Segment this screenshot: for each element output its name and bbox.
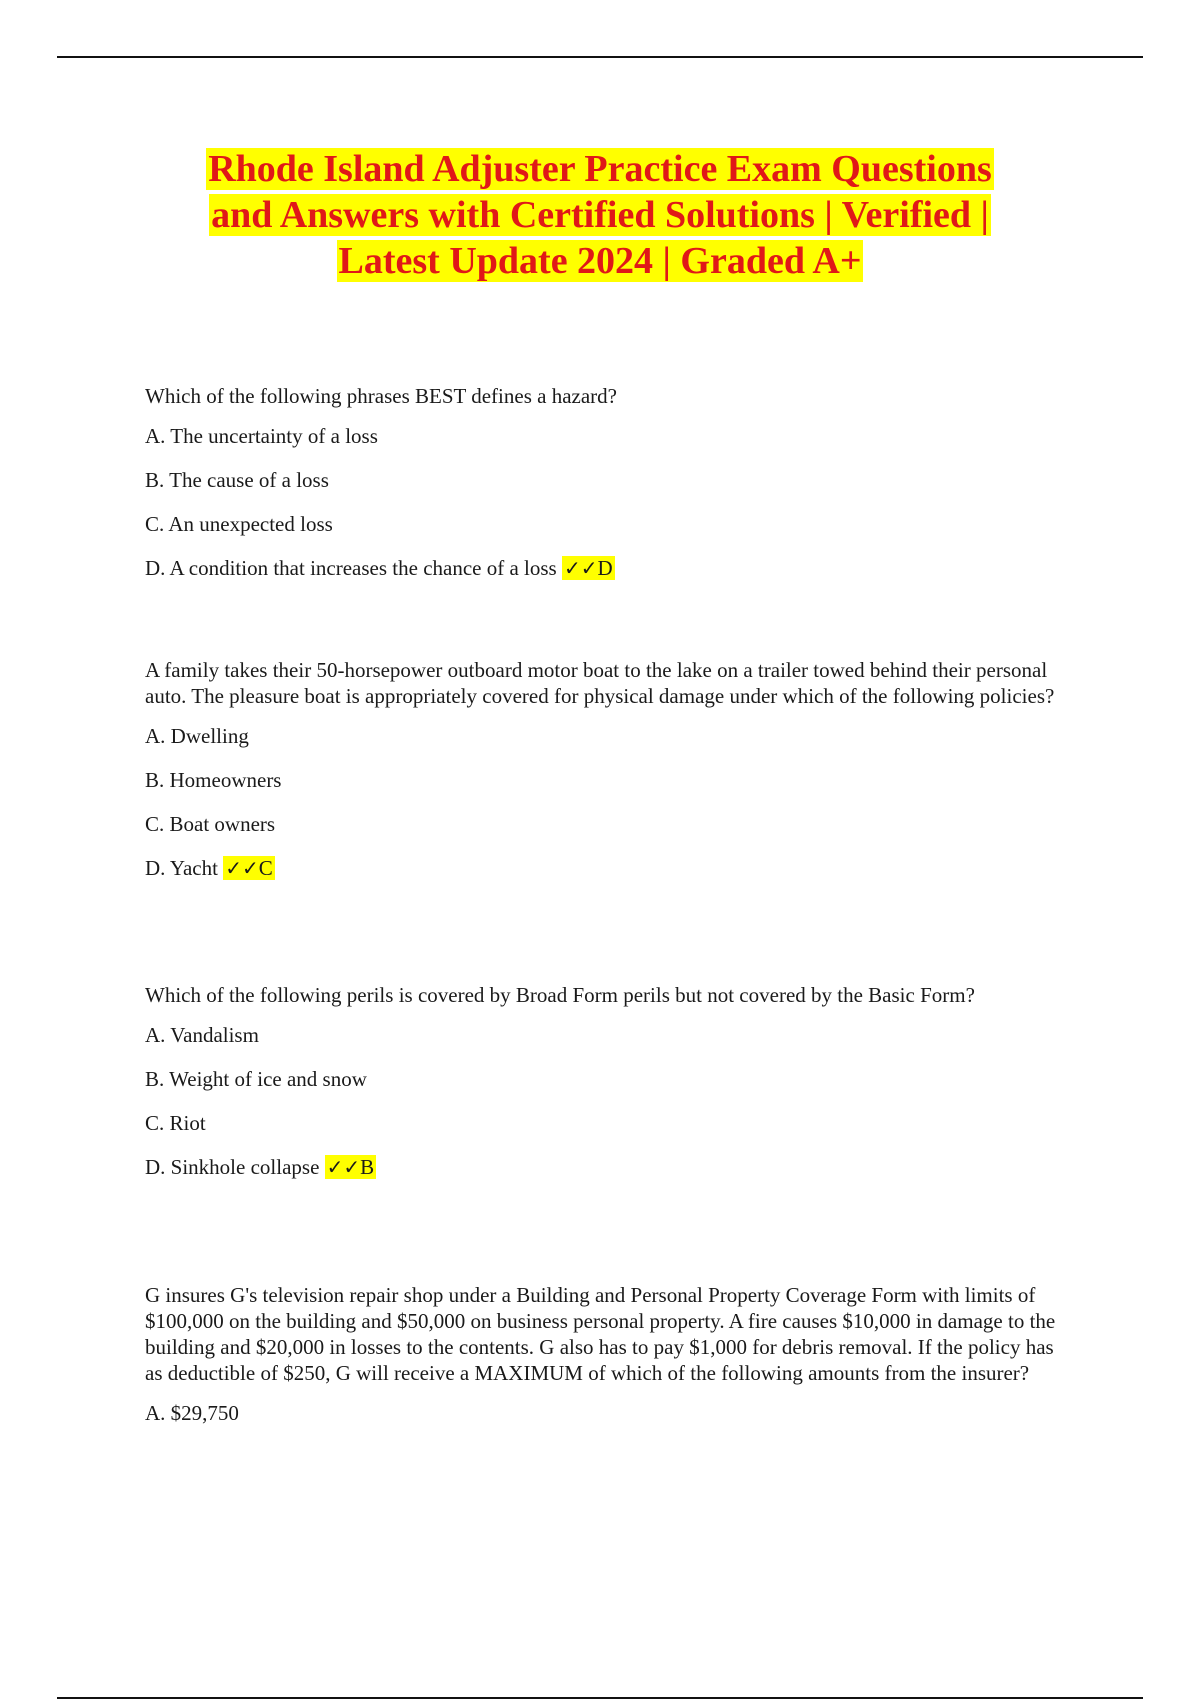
option-text: D. Sinkhole collapse	[145, 1155, 320, 1179]
title-line-1: Rhode Island Adjuster Practice Exam Questions	[208, 148, 992, 190]
option-c: C. Riot	[145, 1111, 206, 1135]
option-b: B. Weight of ice and snow	[145, 1067, 367, 1091]
top-rule	[57, 56, 1143, 58]
title-line-2: and Answers with Certified Solutions | Verified |	[211, 194, 989, 236]
option-a: A. Vandalism	[145, 1023, 259, 1047]
bottom-rule	[57, 1697, 1143, 1699]
title-line-3: Latest Update 2024 | Graded A+	[338, 240, 862, 282]
option-d	[145, 855, 1065, 899]
option-text: D. A condition that increases the chance of a loss	[145, 556, 557, 580]
double-check-icon: ✓✓	[326, 1155, 361, 1179]
answer-letter: C	[258, 856, 273, 880]
double-check-icon: ✓✓	[225, 856, 259, 880]
question-stem: A family takes their 50-horsepower outboard motor boat to the lake on a trailer towed behind their personal auto. The pleasure boat is appropriately covered for physical damage under which of the following policies?	[145, 658, 1055, 708]
answer-highlight	[325, 1155, 377, 1179]
answer-letter: B	[360, 1155, 375, 1179]
question-4	[145, 1282, 1065, 1444]
title-text	[100, 146, 1100, 284]
option-d	[145, 1154, 1065, 1198]
option-a: A. The uncertainty of a loss	[145, 424, 378, 448]
question-stem: G insures G's television repair shop under a Building and Personal Property Coverage Form with limits of $100,000 on the building and $50,000 on business personal property. A fire causes $10,000 in damage to the building and $20,000 in losses to the contents. G also has to pay $1,000 for debris removal. If the policy has as deductible of $250, G will receive a MAXIMUM of which of the following amounts from the insurer?	[145, 1283, 1056, 1385]
answer-highlight	[223, 856, 275, 880]
question-1	[145, 383, 1065, 599]
question-stem: Which of the following phrases BEST defines a hazard?	[145, 384, 617, 408]
option-c: C. An unexpected loss	[145, 512, 333, 536]
option-a: A. $29,750	[145, 1401, 239, 1425]
document-title	[100, 146, 1100, 284]
question-2	[145, 657, 1065, 899]
answer-letter: D	[597, 556, 613, 580]
option-a: A. Dwelling	[145, 724, 249, 748]
question-3	[145, 982, 1065, 1198]
option-d	[145, 555, 1065, 599]
answer-highlight	[562, 556, 615, 580]
option-c: C. Boat owners	[145, 812, 276, 836]
option-text: D. Yacht	[145, 856, 218, 880]
option-b: B. Homeowners	[145, 768, 282, 792]
question-stem: Which of the following perils is covered by Broad Form perils but not covered by the Basic Form?	[145, 983, 975, 1007]
option-b: B. The cause of a loss	[145, 468, 329, 492]
double-check-icon: ✓✓	[563, 556, 598, 580]
